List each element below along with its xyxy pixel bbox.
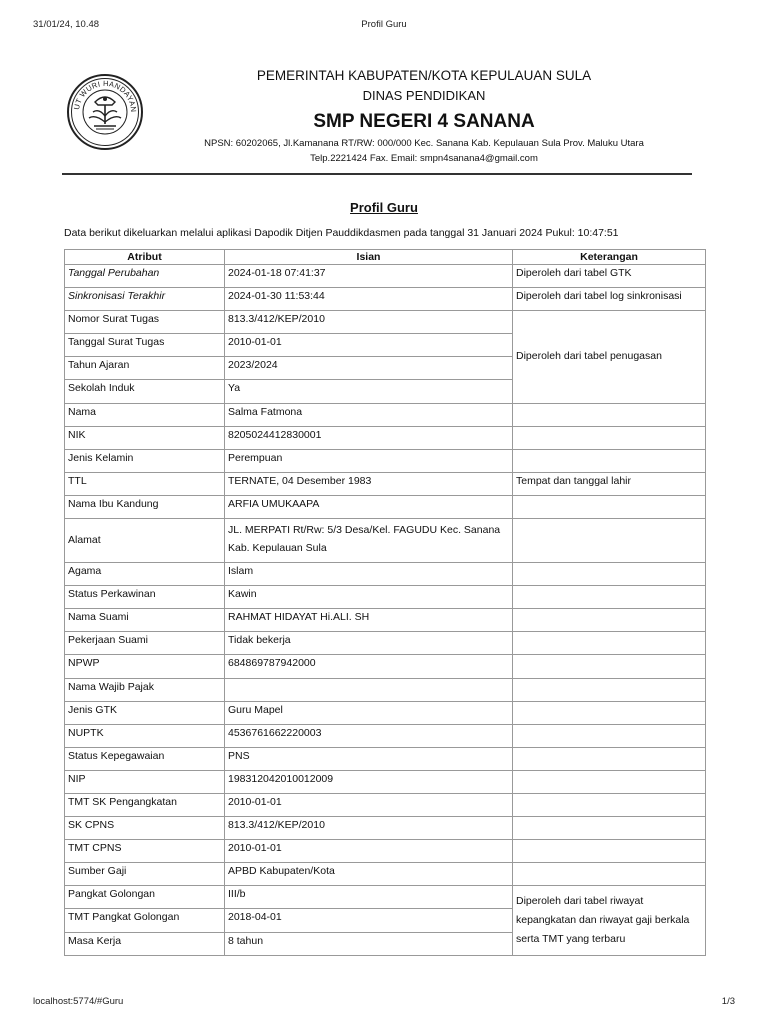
- school-address: NPSN: 60202065, Jl.Kamanana RT/RW: 000/000 Kec. Sanana Kab. Kepulauan Sula Prov. Maluku Utara: [204, 138, 644, 149]
- row-attribute: Nama Wajib Pajak: [65, 678, 225, 701]
- print-date: 31/01/24, 10.48: [33, 19, 100, 30]
- row-value: TERNATE, 04 Desember 1983: [225, 472, 513, 495]
- page-number: 1/3: [721, 996, 735, 1007]
- row-note: [513, 701, 706, 724]
- row-attribute: Pekerjaan Suami: [65, 632, 225, 655]
- row-value: ARFIA UMUKAAPA: [225, 495, 513, 518]
- row-attribute: Tanggal Surat Tugas: [65, 334, 225, 357]
- row-value: 2024-01-18 07:41:37: [225, 265, 513, 288]
- row-note: [513, 449, 706, 472]
- table-row: [65, 288, 706, 311]
- row-value: Kawin: [225, 586, 513, 609]
- row-attribute: Nama Suami: [65, 609, 225, 632]
- row-attribute: Masa Kerja: [65, 932, 225, 955]
- row-attribute: Tahun Ajaran: [65, 357, 225, 380]
- table-row: [65, 678, 706, 701]
- row-value: Guru Mapel: [225, 701, 513, 724]
- row-attribute: NIP: [65, 770, 225, 793]
- row-attribute: TMT SK Pengangkatan: [65, 793, 225, 816]
- row-value: 8205024412830001: [225, 426, 513, 449]
- table-row: [65, 632, 706, 655]
- row-attribute: Nama Ibu Kandung: [65, 495, 225, 518]
- row-value: 198312042010012009: [225, 770, 513, 793]
- table-row: [65, 770, 706, 793]
- row-note: [513, 519, 706, 563]
- profile-table: [64, 249, 706, 956]
- table-row: [65, 449, 706, 472]
- row-attribute: Sekolah Induk: [65, 380, 225, 403]
- row-value: 2023/2024: [225, 357, 513, 380]
- government-line: PEMERINTAH KABUPATEN/KOTA KEPULAUAN SULA: [256, 68, 592, 83]
- row-note: [513, 586, 706, 609]
- row-value: Salma Fatmona: [225, 403, 513, 426]
- table-row: [65, 519, 706, 563]
- row-attribute: NPWP: [65, 655, 225, 678]
- table-row: [65, 701, 706, 724]
- row-value: 2024-01-30 11:53:44: [225, 288, 513, 311]
- table-row: [65, 563, 706, 586]
- table-row: [65, 586, 706, 609]
- school-contact: Telp.2221424 Fax. Email: smpn4sanana4@gmail.com: [310, 153, 538, 164]
- intro-text: Data berikut dikeluarkan melalui aplikasi Dapodik Ditjen Pauddikdasmen pada tanggal 31 Januari 2024 Pukul: 10:47:51: [64, 227, 619, 239]
- row-note: [513, 632, 706, 655]
- table-row: [65, 426, 706, 449]
- row-note: Tempat dan tanggal lahir: [513, 472, 706, 495]
- row-attribute: Tanggal Perubahan: [65, 265, 225, 288]
- table-row: [65, 886, 706, 909]
- row-note: [513, 863, 706, 886]
- row-note: [513, 817, 706, 840]
- row-note: [513, 495, 706, 518]
- row-attribute: SK CPNS: [65, 817, 225, 840]
- row-value: [225, 678, 513, 701]
- print-title: Profil Guru: [361, 19, 407, 30]
- table-row: [65, 403, 706, 426]
- header-atribut: Atribut: [65, 250, 225, 265]
- school-name: SMP NEGERI 4 SANANA: [313, 111, 535, 132]
- print-url: localhost:5774/#Guru: [33, 996, 124, 1007]
- row-note: [513, 655, 706, 678]
- row-attribute: TMT CPNS: [65, 840, 225, 863]
- row-note: [513, 747, 706, 770]
- row-attribute: Nama: [65, 403, 225, 426]
- row-value: 4536761662220003: [225, 724, 513, 747]
- table-row: [65, 311, 706, 334]
- row-note: [513, 770, 706, 793]
- row-attribute: Status Perkawinan: [65, 586, 225, 609]
- department-line: DINAS PENDIDIKAN: [362, 88, 486, 103]
- document-title: Profil Guru: [350, 200, 418, 215]
- header-keterangan: Keterangan: [513, 250, 706, 265]
- table-row: [65, 495, 706, 518]
- svg-text:TUT WURI HANDAYANI: UT WURI HANDAYAN: [72, 78, 139, 113]
- row-attribute: Sumber Gaji: [65, 863, 225, 886]
- row-note: [513, 840, 706, 863]
- row-attribute: NUPTK: [65, 724, 225, 747]
- row-attribute: NIK: [65, 426, 225, 449]
- row-value: Tidak bekerja: [225, 632, 513, 655]
- row-note: [513, 678, 706, 701]
- table-header-row: [65, 250, 706, 265]
- row-value: 2018-04-01: [225, 909, 513, 932]
- row-value: Islam: [225, 563, 513, 586]
- row-attribute: Agama: [65, 563, 225, 586]
- header-isian: Isian: [225, 250, 513, 265]
- letterhead: [62, 62, 678, 176]
- row-value: 2010-01-01: [225, 334, 513, 357]
- row-attribute: Nomor Surat Tugas: [65, 311, 225, 334]
- table-row: [65, 655, 706, 678]
- row-note: [513, 563, 706, 586]
- row-value: Ya: [225, 380, 513, 403]
- row-note: [513, 793, 706, 816]
- row-attribute: TTL: [65, 472, 225, 495]
- table-row: [65, 724, 706, 747]
- row-value: 2010-01-01: [225, 840, 513, 863]
- row-value: Perempuan: [225, 449, 513, 472]
- row-note: [513, 724, 706, 747]
- table-row: [65, 793, 706, 816]
- row-value: 813.3/412/KEP/2010: [225, 311, 513, 334]
- row-value: 813.3/412/KEP/2010: [225, 817, 513, 840]
- table-row: [65, 840, 706, 863]
- row-note: Diperoleh dari tabel riwayat kepangkatan dan riwayat gaji berkala serta TMT yang terbaru: [513, 886, 706, 955]
- row-value: 8 tahun: [225, 932, 513, 955]
- row-attribute: Status Kepegawaian: [65, 747, 225, 770]
- table-row: [65, 817, 706, 840]
- row-attribute: Jenis GTK: [65, 701, 225, 724]
- row-value: 684869787942000: [225, 655, 513, 678]
- row-value: III/b: [225, 886, 513, 909]
- row-note: Diperoleh dari tabel log sinkronisasi: [513, 288, 706, 311]
- row-note: [513, 609, 706, 632]
- letterhead-divider: [62, 173, 692, 175]
- table-row: [65, 747, 706, 770]
- row-note: Diperoleh dari tabel GTK: [513, 265, 706, 288]
- table-row: [65, 265, 706, 288]
- row-value: JL. MERPATI Rt/Rw: 5/3 Desa/Kel. FAGUDU Kec. Sanana Kab. Kepulauan Sula: [225, 519, 513, 563]
- row-value: RAHMAT HIDAYAT Hi.ALI. SH: [225, 609, 513, 632]
- row-note: [513, 426, 706, 449]
- row-attribute: Sinkronisasi Terakhir: [65, 288, 225, 311]
- tut-wuri-handayani-logo-icon: [65, 72, 145, 152]
- row-attribute: Pangkat Golongan: [65, 886, 225, 909]
- row-note: [513, 403, 706, 426]
- row-value: 2010-01-01: [225, 793, 513, 816]
- row-value: APBD Kabupaten/Kota: [225, 863, 513, 886]
- row-attribute: TMT Pangkat Golongan: [65, 909, 225, 932]
- row-attribute: Alamat: [65, 519, 225, 563]
- row-attribute: Jenis Kelamin: [65, 449, 225, 472]
- table-row: [65, 609, 706, 632]
- row-note: Diperoleh dari tabel penugasan: [513, 311, 706, 403]
- row-value: PNS: [225, 747, 513, 770]
- table-row: [65, 472, 706, 495]
- table-row: [65, 863, 706, 886]
